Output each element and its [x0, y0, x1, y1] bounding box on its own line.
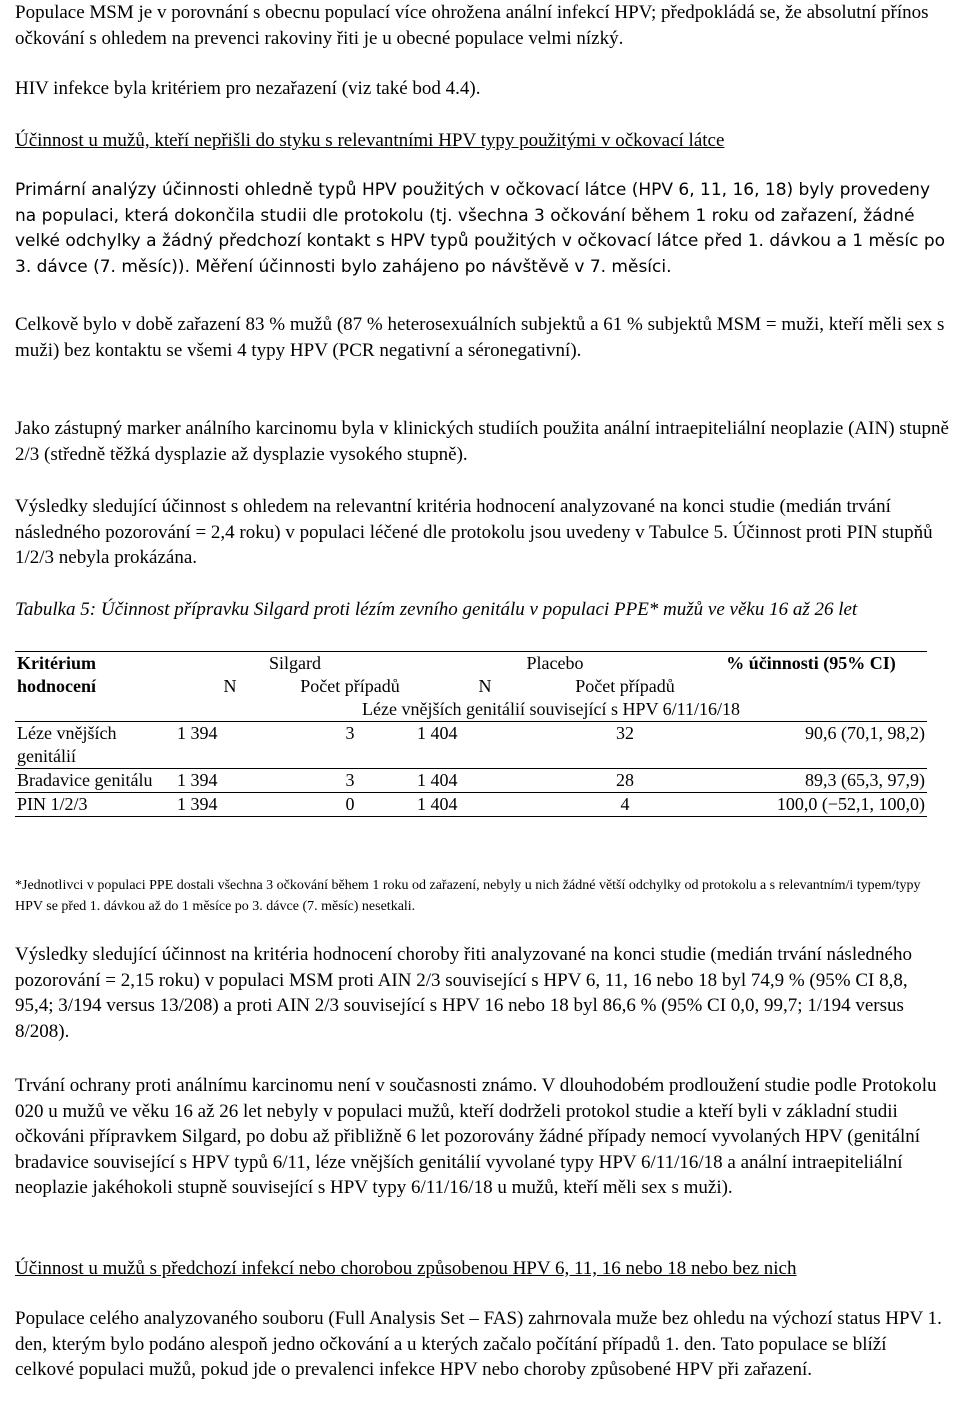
- row-placebo-cases: 4: [620, 794, 630, 814]
- paragraph-enrollment: Celkově bylo v době zařazení 83 % mužů (87 % heterosexuálních subjektů a 61 % subjektů MSM = muži, kteří měli sex s muži) bez kontaktu se všemi 4 typy HPV (PCR negativní a séronegativní).: [15, 314, 945, 361]
- header-criterion: Kritérium hodnocení: [17, 653, 97, 696]
- paragraph-hiv-exclusion: HIV infekce byla kritériem pro nezařazení (viz také bod 4.4).: [15, 78, 481, 99]
- table-caption: Tabulka 5: Účinnost přípravku Silgard proti lézím zevního genitálu v populaci PPE* mužů ve věku 16 až 26 let: [15, 599, 858, 620]
- header-placebo-cases: Počet případů: [575, 676, 675, 696]
- row-placebo-cases: 32: [616, 723, 634, 743]
- row-placebo-cases: 28: [616, 770, 634, 790]
- row-placebo-n: 1 404: [417, 794, 458, 814]
- row-criterion: PIN 1/2/3: [17, 794, 88, 814]
- header-silgard-n: N: [223, 676, 237, 696]
- heading-naive-efficacy: Účinnost u mužů, kteří nepřišli do styku s relevantními HPV typy použitými v očkovací látce: [15, 130, 725, 151]
- paragraph-anal-results: Výsledky sledující účinnost na kritéria hodnocení choroby řiti analyzované na konci studie (medián trvání následného pozorování = 2,15 roku) v populaci MSM proti AIN 2/3 související s HPV 6, 11, 16 nebo 18 byl 74,9 % (95% CI 8,8, 95,4; 3/194 versus 13/208) a proti AIN 2/3 související s HPV 16 nebo 18 byl 86,6 % (95% CI 0,0, 99,7; 1/194 versus 8/208).: [15, 944, 912, 1042]
- paragraph-ain-marker: Jako zástupný marker análního karcinomu byla v klinických studiích použita anální intraepiteliální neoplazie (AIN) stupně 2/3 (středně těžká dysplazie až dysplazie vysokého stupně).: [15, 418, 949, 465]
- header-silgard-cases: Počet případů: [300, 676, 400, 696]
- row-silgard-n: 1 394: [177, 794, 218, 814]
- heading-prior-infection: Účinnost u mužů s předchozí infekcí nebo chorobou způsobenou HPV 6, 11, 16 nebo 18 nebo bez nich: [15, 1258, 797, 1279]
- paragraph-fas-population: Populace celého analyzovaného souboru (Full Analysis Set – FAS) zahrnovala muže bez ohledu na výchozí status HPV 1. den, kterým bylo podáno alespoň jedno očkování a u kterých začalo počítání případů 1. den. Tato populace se blíží celkové populaci mužů, pokud jde o prevalenci infekce HPV nebo choroby způsobené HPV při zařazení.: [15, 1308, 942, 1380]
- table-footnote: *Jednotlivci v populaci PPE dostali všechna 3 očkování během 1 roku od zařazení, nebyly u nich žádné větší odchylky od protokolu a s relevantním/i typem/typy HPV se před 1. dávkou až do 1 měsíce po 3. dávce (7. měsíc) nesetkali.: [15, 878, 921, 914]
- row-silgard-cases: 3: [345, 723, 355, 743]
- row-silgard-n: 1 394: [177, 723, 218, 743]
- table-row: [15, 793, 927, 817]
- row-criterion: Bradavice genitálu: [17, 770, 153, 790]
- row-efficacy: 90,6 (70,1, 98,2): [805, 723, 925, 743]
- row-silgard-cases: 0: [345, 794, 355, 814]
- header-placebo: Placebo: [526, 653, 584, 673]
- row-silgard-cases: 3: [345, 770, 355, 790]
- paragraph-protection-duration: Trvání ochrany proti análnímu karcinomu není v současnosti známo. V dlouhodobém prodloužení studie podle Protokolu 020 u mužů ve věku 16 až 26 let nebyly v populaci mužů, kteří dodrželi protokol studie a kteří byli v základní studii očkováni přípravkem Silgard, po dobu až přibližně 6 let pozorovány žádné případy nemocí vyvolaných HPV (genitální bradavice související s HPV typů 6/11, léze vnějších genitálií vyvolané typy HPV 6/11/16/18 a anální intraepiteliální neoplazie jakéhokoli stupně související s HPV typy 6/11/16/18 u mužů, kteří měli sex s muži).: [15, 1075, 937, 1198]
- paragraph-results-table-ref: Výsledky sledující účinnost s ohledem na relevantní kritéria hodnocení analyzované na konci studie (medián trvání následného pozorování = 2,4 roku) v populaci léčené dle protokolu jsou uvedeny v Tabulce 5. Účinnost proti PIN stupňů 1/2/3 nebyla prokázána.: [15, 496, 933, 568]
- table-section-label: Léze vnějších genitálií související s HPV 6/11/16/18: [362, 699, 740, 719]
- row-efficacy: 89,3 (65,3, 97,9): [805, 770, 925, 790]
- paragraph-msm-risk: Populace MSM je v porovnání s obecnu populací více ohrožena anální infekcí HPV; předpokládá se, že absolutní přínos očkování s ohledem na prevenci rakoviny řiti je u obecné populace velmi nízký.: [15, 2, 929, 49]
- paragraph-primary-analysis: Primární analýzy účinnosti ohledně typů HPV použitých v očkovací látce (HPV 6, 11, 16, 18) byly provedeny na populaci, která dokončila studii dle protokolu (tj. všechna 3 očkování během 1 roku od zařazení, žádné velké odchylky a žádný předchozí kontakt s HPV typů použitých v očkovací látce před 1. dávkou a 1 měsíc po 3. dávce (7. měsíc)). Měření účinnosti bylo zahájeno po návštěvě v 7. měsíci.: [15, 180, 946, 277]
- row-silgard-n: 1 394: [177, 770, 218, 790]
- table-row: [15, 769, 927, 793]
- row-criterion: Léze vnějších genitálií: [17, 723, 117, 766]
- header-placebo-n: N: [478, 676, 492, 696]
- header-silgard: Silgard: [269, 653, 321, 673]
- efficacy-table: [15, 651, 927, 817]
- table-row: [15, 722, 927, 769]
- row-efficacy: 100,0 (−52,1, 100,0): [776, 794, 925, 814]
- header-efficacy: % účinnosti (95% CI): [726, 653, 896, 673]
- row-placebo-n: 1 404: [417, 770, 458, 790]
- row-placebo-n: 1 404: [417, 723, 458, 743]
